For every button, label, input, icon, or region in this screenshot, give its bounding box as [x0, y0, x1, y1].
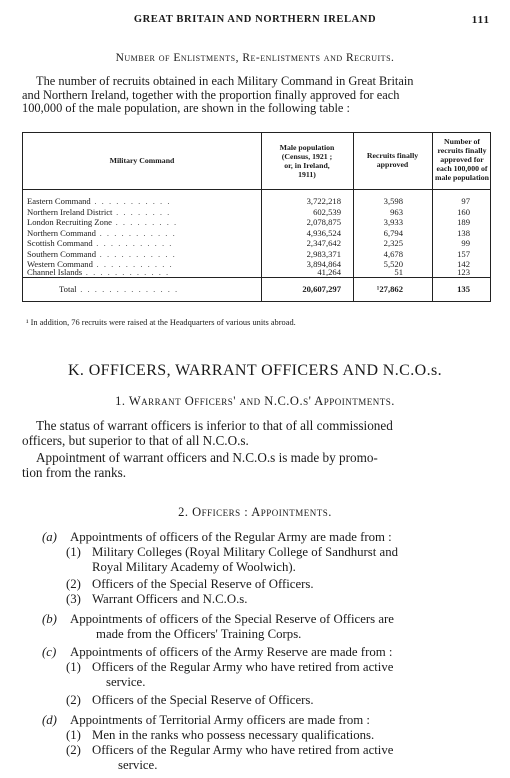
list-item: (2) Officers of the Special Reserve of Officers.	[66, 693, 314, 707]
per100k-cell: 138	[457, 227, 470, 238]
table-row: Northern Command . . . . . . . . . . .	[27, 227, 177, 238]
intro-line: The number of recruits obtained in each Military Command in Great Britain	[36, 74, 414, 88]
total-population-cell: 20,607,297	[302, 284, 341, 294]
recruits-table	[22, 132, 491, 302]
approved-cell: 5,520	[383, 259, 403, 269]
running-title: GREAT BRITAIN AND NORTHERN IRELAND	[133, 14, 377, 25]
list-label: (d)	[42, 713, 57, 727]
table-row: Northern Ireland District . . . . . . . .	[27, 206, 171, 217]
list-group-d: (d) Appointments of Territorial Army officers are made from :	[42, 713, 370, 727]
list-item: (2) Officers of the Special Reserve of Officers.	[66, 577, 314, 591]
total-row: Total . . . . . . . . . . . . . .	[59, 284, 179, 294]
list-item-continued: service.	[118, 758, 158, 772]
population-cell: 2,983,371	[306, 248, 341, 259]
page-number: 111	[471, 14, 490, 26]
list-item: (2) Officers of the Regular Army who have retired from active	[66, 743, 394, 757]
sub2-heading: 2. Officers : Appointments.	[178, 505, 332, 519]
list-item: (3) Warrant Officers and N.C.O.s.	[66, 592, 248, 606]
list-item-continued: service.	[106, 675, 146, 689]
approved-cell: 3,598	[383, 196, 403, 206]
list-label: (b)	[42, 612, 57, 626]
per100k-cell: 142	[457, 259, 470, 269]
population-cell: 2,347,642	[306, 238, 341, 248]
list-text: Appointments of officers of the Regular Army are made from :	[70, 530, 392, 544]
table-intro-paragraph	[22, 75, 492, 116]
per100k-cell: 189	[457, 217, 470, 227]
table-footnote: ¹ In addition, 76 recruits were raised at the Headquarters of various units abroad.	[26, 318, 296, 327]
per100k-cell: 99	[461, 238, 470, 248]
table-row: Channel Islands . . . . . . . . . . . .	[27, 267, 170, 277]
population-cell: 602,539	[313, 206, 341, 217]
enlistments-heading: Number of Enlistments, Re-enlistments and Recruits.	[115, 52, 395, 64]
paragraph-line: Appointment of warrant officers and N.C.O.s is made by promo-	[36, 450, 378, 465]
table-row: Scottish Command . . . . . . . . . . .	[27, 238, 173, 248]
table-row: Southern Command . . . . . . . . . . .	[27, 248, 177, 259]
per100k-cell: 97	[461, 196, 470, 206]
total-approved-cell: ¹27,862	[376, 284, 403, 294]
col-header-per100k: Number of recruits finally approved for each 100,000 of male population	[435, 137, 489, 182]
population-cell: 4,936,524	[306, 227, 341, 238]
table-row: Western Command . . . . . . . . . . .	[27, 259, 174, 269]
population-cell: 3,722,218	[306, 196, 341, 206]
approved-cell: 963	[390, 206, 403, 217]
col-header-command: Military Command	[109, 156, 175, 165]
section-k-title: K. OFFICERS, WARRANT OFFICERS AND N.C.O.s.	[67, 362, 443, 379]
per100k-cell: 160	[457, 206, 470, 217]
table-row: Eastern Command . . . . . . . . . . .	[27, 196, 171, 206]
per100k-cell: 157	[457, 248, 470, 259]
sub1-paragraph-1	[22, 419, 490, 449]
list-item-continued: Royal Military Academy of Woolwich).	[92, 560, 296, 574]
list-item: (1) Military Colleges (Royal Military College of Sandhurst and	[66, 545, 399, 559]
table-row: London Recruiting Zone . . . . . . . . .	[27, 217, 178, 227]
list-group-c: (c) Appointments of officers of the Army Reserve are made from :	[42, 645, 393, 659]
list-group-a	[42, 530, 392, 545]
per100k-cell: 123	[457, 267, 470, 277]
list-label: (a)	[42, 530, 57, 544]
sub1-paragraph-2	[22, 451, 490, 481]
list-group-b: (b) Appointments of officers of the Special Reserve of Officers are	[42, 612, 394, 626]
intro-line: 100,000 of the male population, are shown in the following table :	[22, 101, 350, 116]
approved-cell: 6,794	[383, 227, 403, 238]
approved-cell: 3,933	[383, 217, 403, 227]
population-cell: 2,078,875	[306, 217, 341, 227]
intro-line: and Northern Ireland, together with the proportion finally approved for each	[22, 87, 400, 102]
list-item: (1) Men in the ranks who possess necessary qualifications.	[66, 728, 375, 742]
list-item-continued: made from the Officers' Training Corps.	[96, 627, 302, 641]
paragraph-line: tion from the ranks.	[22, 464, 127, 480]
population-cell: 3,894,864	[306, 259, 341, 269]
paragraph-line: The status of warrant officers is inferior to that of all commissioned	[36, 418, 393, 433]
population-cell: 41,264	[317, 267, 341, 277]
col-header-approved: Recruits finally approved	[366, 151, 419, 169]
running-header	[0, 14, 510, 30]
col-header-population: Male population (Census, 1921 ; or, in Ireland, 1911)	[279, 143, 335, 179]
approved-cell: 2,325	[383, 238, 403, 248]
paragraph-line: officers, but superior to that of all N.C.O.s.	[22, 432, 249, 448]
list-label: (c)	[42, 645, 57, 659]
approved-cell: 4,678	[383, 248, 403, 259]
list-item: (1) Officers of the Regular Army who have retired from active	[66, 660, 394, 674]
total-per100k-cell: 135	[457, 284, 470, 294]
sub1-heading: 1. Warrant Officers' and N.C.O.s' Appointments.	[115, 394, 395, 408]
approved-cell: 51	[394, 267, 403, 277]
